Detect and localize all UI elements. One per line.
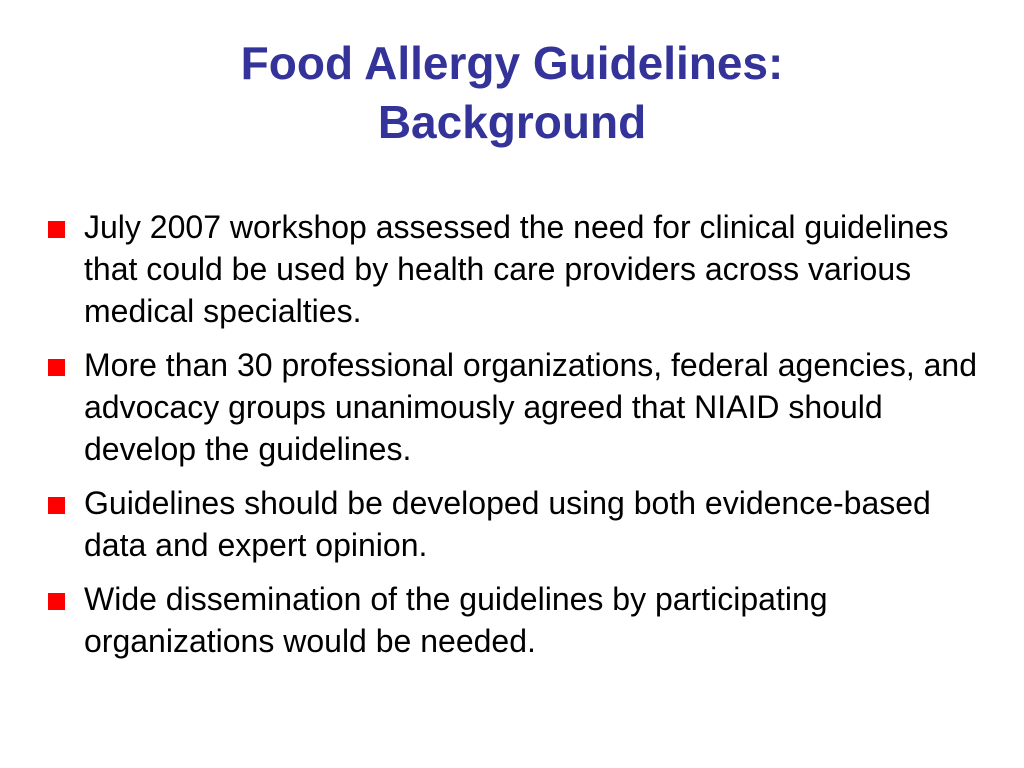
square-bullet-icon: [48, 593, 65, 610]
bullet-text: Guidelines should be developed using both evidence-based data and expert opinion.: [84, 485, 931, 563]
title-line-2: Background: [377, 96, 647, 148]
bullet-item-workshop: [48, 206, 988, 332]
square-bullet-icon: [48, 359, 65, 376]
bullet-text: July 2007 workshop assessed the need for clinical guidelines that could be used by health care providers across various medical specialties.: [84, 209, 949, 329]
bullet-item-organizations: [48, 344, 988, 470]
bullet-item-dissemination: [48, 578, 988, 662]
square-bullet-icon: [48, 221, 65, 238]
bullet-list: [48, 206, 988, 674]
title-line-1: Food Allergy Guidelines:: [240, 37, 784, 89]
bullet-text: More than 30 professional organizations, federal agencies, and advocacy groups unanimously agreed that NIAID should develop the guidelines.: [84, 347, 978, 467]
bullet-text: Wide dissemination of the guidelines by participating organizations would be needed.: [84, 581, 828, 659]
bullet-item-evidence: [48, 482, 988, 566]
slide-title: [0, 34, 1024, 152]
square-bullet-icon: [48, 497, 65, 514]
